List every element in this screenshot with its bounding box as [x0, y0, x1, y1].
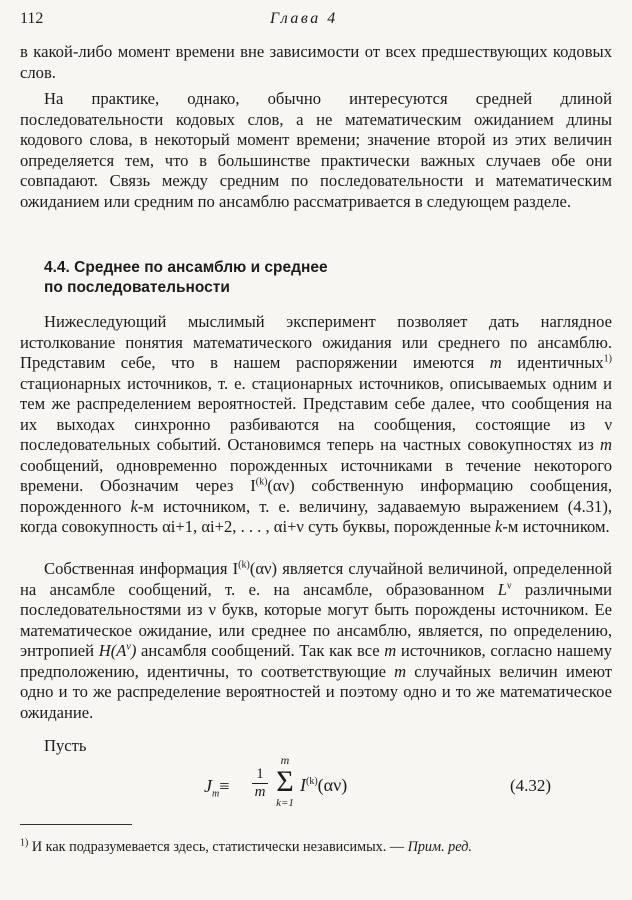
- self-information-symbol: $I^{(k)}(\alpha\nu)$: [250, 476, 295, 495]
- var-m: m: [489, 353, 502, 372]
- footnote-marker[interactable]: 1): [603, 353, 612, 365]
- self-information-symbol-2: $I^{(k)}(\alpha\nu)$: [232, 559, 278, 578]
- page-number: 112: [20, 10, 44, 27]
- paragraph-thought-experiment: Нижеследующий мыслимый эксперимент позволяет дать наглядное истолкование понятия математического ожидания или среднего по ансамблю. Представим себе, что в нашем распоряжении имеются m идентичных$^{1)}$ стационарных источников, т. е. стационарных источников, описываемых одним и тем же распределением вероятностей. Представим себе далее, что сообщения на их выходах синхронно разбиваются на сообщения, состоящие из ν последовательных событий. Остановимся теперь на частных совокупностях из m сообщений, одновременно порожденных источниками в течение некоторого времени. Обозначим через $I^{(k)}(\alpha\nu)$ собственную информацию сообщения, порожденного k-м источником, т. е. величину, задаваемую выражением (4.31), когда совокупность αi+1, αi+2, . . . , αi+ν суть буквы, порожденные k-м источником.: [20, 312, 612, 536]
- footnote-mark: 1): [20, 837, 29, 849]
- alpha-sequence: αi+1, αi+2, . . . , αi+ν: [162, 517, 304, 536]
- section-heading-line2: по последовательности: [44, 279, 230, 296]
- entropy-symbol: $H(A^\nu)$: [98, 641, 137, 660]
- summation: m Σ k=1: [276, 753, 294, 809]
- paragraph-let: Пусть: [44, 736, 87, 755]
- paragraph-continuation: в какой-либо момент времени вне зависимости от всех предшествующих кодовых слов.: [20, 42, 612, 82]
- fraction-1-over-m: $\frac{1}{m}$: [252, 766, 268, 801]
- equation-number: (4.32): [510, 776, 552, 795]
- editor-note: Прим. ред.: [407, 839, 472, 855]
- summation-term: $I^{(k)}(\alpha\nu)$: [300, 775, 348, 795]
- footnote-divider: [20, 824, 132, 825]
- running-head-chapter: Глава 4: [270, 10, 338, 27]
- section-heading-line1: 4.4. Среднее по ансамблю и среднее: [44, 259, 328, 276]
- equation-lhs: $J_m\equiv$: [204, 776, 230, 800]
- equation-4-32: [0, 748, 632, 818]
- paragraph-self-information: Собственная информация $I^{(k)}(\alpha\nu)$ является случайной величиной, определенной на ансамбле сообщений, т. е. на ансамбле, образованном $L^\nu$ различными последовательностями из ν букв, которые могут быть порождены источником. Ее математическое ожидание, или среднее по ансамблю, является, по определению, энтропией $H(A^\nu)$ ансамбля сообщений. Так как все m источников, согласно нашему предположению, идентичны, то соответствующие m случайных величин имеют одно и то же распределение вероятностей и поэтому одно и то же математическое ожидание.: [20, 559, 612, 722]
- page-header: [20, 10, 618, 34]
- section-heading: [44, 258, 564, 298]
- paragraph-practice: На практике, однако, обычно интересуются средней длиной последовательности кодовых слов, а не математическим ожиданием длины кодового слова, в некоторый момент времени; значение второй из этих величин определяется тем, что в большинстве практически важных случаев обе они совпадают. Связь между средним по последовательности и математическим ожиданием или средним по ансамблю рассматривается в следующем разделе.: [20, 89, 612, 211]
- footnote: $^{1)}$ И как подразумевается здесь, статистически независимых. — Прим. ред.: [20, 837, 472, 855]
